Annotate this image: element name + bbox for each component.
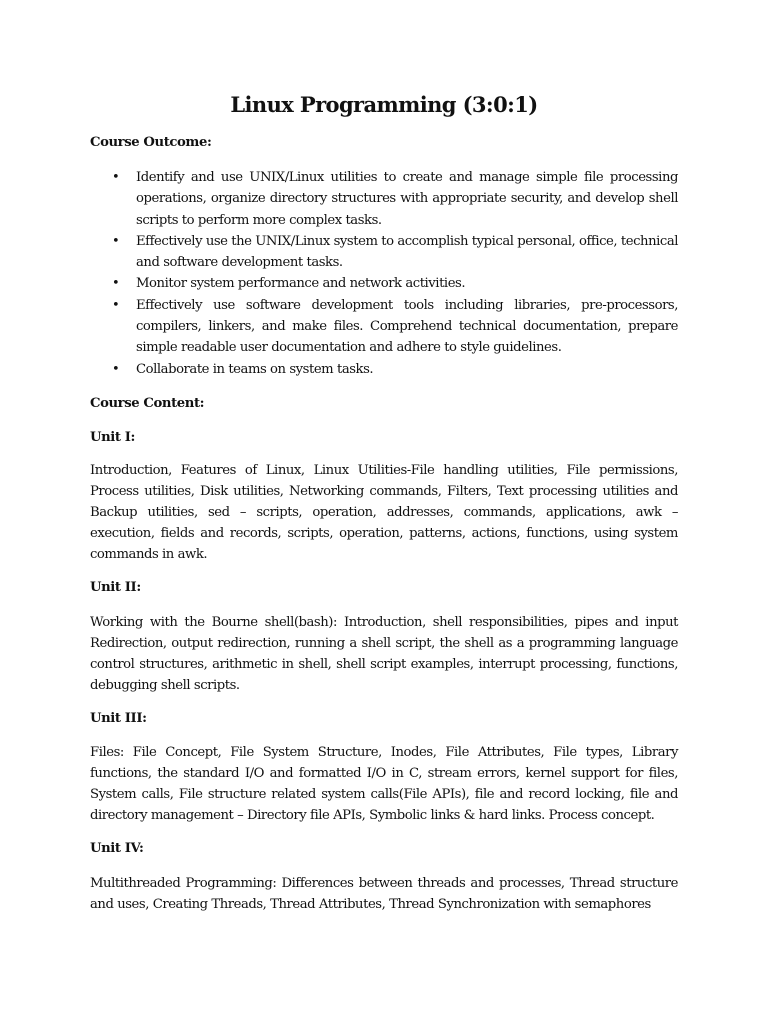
course-outcome-list — [90, 167, 678, 380]
unit-3-text: Files: File Concept, File System Structure, Inodes, File Attributes, File types, Library functions, the standard I/O and formatted I/O in C, stream errors, kernel support for files, System calls, File structure related system calls(File APIs), file and record locking, file and directory management – Directory file APIs, Symbolic links & hard links. Process concept. — [90, 745, 678, 823]
list-item — [90, 359, 678, 380]
list-item-text: Monitor system performance and network activities. — [136, 276, 466, 292]
list-item — [90, 231, 678, 274]
list-item — [90, 295, 678, 359]
unit-4-text: Multithreaded Programming: Differences between threads and processes, Thread structure and uses, Creating Threads, Thread Attributes, Thread Synchronization with semaphores — [90, 876, 678, 912]
unit-4-heading: Unit IV: — [90, 841, 144, 856]
bullet-icon: • — [112, 297, 120, 313]
list-item-text: Effectively use software development tools including libraries, pre-processors, compilers, linkers, and make files. Comprehend technical documentation, prepare simple readable user documentation and adhere to style guidelines. — [136, 297, 678, 356]
unit-3-heading: Unit III: — [90, 711, 147, 726]
unit-1-heading: Unit I: — [90, 430, 136, 445]
page-title: Linux Programming (3:0:1) — [230, 92, 538, 117]
list-item — [90, 273, 678, 294]
bullet-icon: • — [112, 170, 120, 185]
unit-1-text: Introduction, Features of Linux, Linux Utilities-File handling utilities, File permissions, Process utilities, Disk utilities, Networking commands, Filters, Text processing utilities and Backup utilities, sed – scripts, operation, addresses, commands, applications, awk – execution, fields and records, scripts, operation, patterns, actions, functions, using system commands in awk. — [90, 463, 678, 562]
unit-2-text: Working with the Bourne shell(bash): Introduction, shell responsibilities, pipes and input Redirection, output redirection, running a shell script, the shell as a programming language control structures, arithmetic in shell, shell script examples, interrupt processing, functions, debugging shell scripts. — [90, 615, 678, 693]
course-outcome-heading: Course Outcome: — [90, 135, 212, 150]
list-item-text: Effectively use the UNIX/Linux system to accomplish typical personal, office, technical and software development tasks. — [136, 233, 678, 271]
list-item-text: Identify and use UNIX/Linux utilities to create and manage simple file processing operations, organize directory structures with appropriate security, and develop shell scripts to perform more complex tasks. — [136, 170, 678, 228]
bullet-icon: • — [112, 233, 120, 249]
unit-2-heading: Unit II: — [90, 580, 141, 595]
bullet-icon: • — [112, 276, 120, 292]
list-item — [90, 167, 678, 231]
list-item-text: Collaborate in teams on system tasks. — [136, 361, 374, 377]
course-content-heading: Course Content: — [90, 396, 205, 411]
bullet-icon: • — [112, 361, 120, 377]
